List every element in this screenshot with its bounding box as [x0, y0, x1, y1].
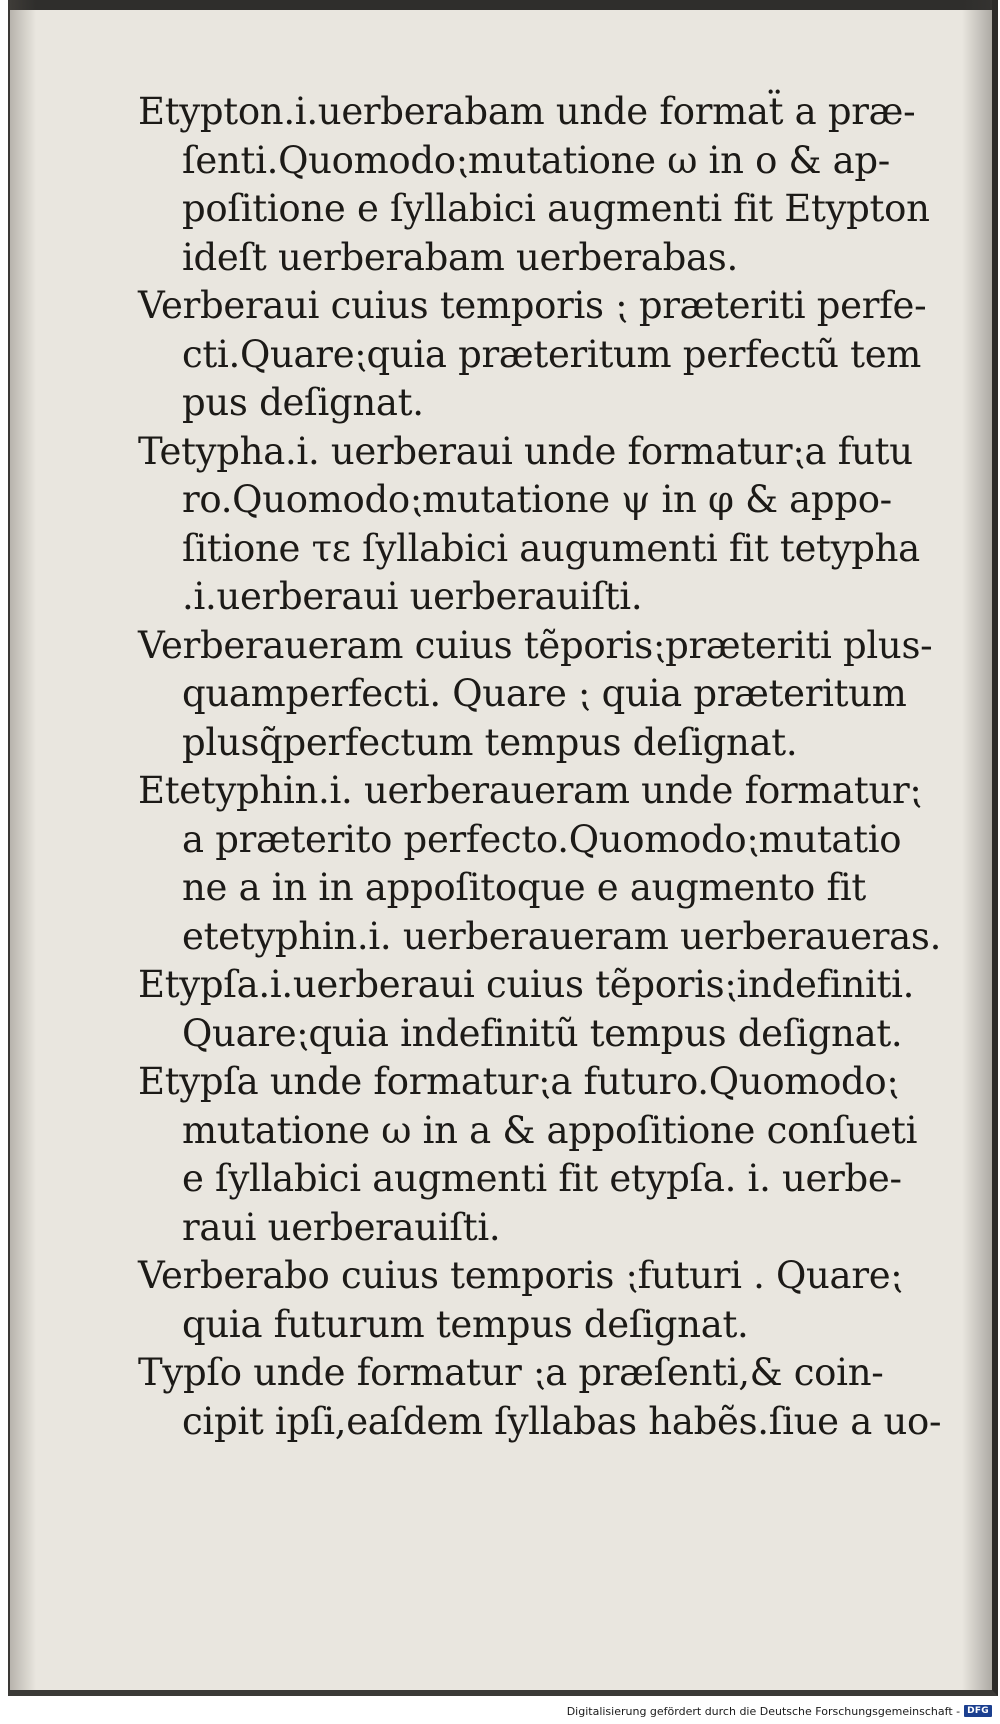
paragraph-verberaueram: [138, 622, 968, 768]
paragraph-verberaui: [138, 282, 968, 428]
book-page: [8, 0, 998, 1696]
text-line: a præterito perfecto.Quomodo⁏mutatio: [182, 817, 902, 861]
text-line: Verberaui cuius temporis ⁏ præteriti perfe-: [138, 284, 927, 327]
paragraph-etypsa-2: [138, 1058, 968, 1252]
text-line: Etypton.i.uerberabam unde formaẗ a præ-: [138, 90, 916, 133]
funding-footer: [567, 1702, 992, 1720]
funding-notice: Digitalisierung gefördert durch die Deutsche Forschungsgemeinschaft -: [566, 1704, 961, 1718]
paragraph-verberabo: [138, 1252, 968, 1349]
text-line: pus deſignat.: [182, 381, 424, 424]
text-line: poſitione e ſyllabici augmenti fit Etypton: [182, 187, 930, 230]
text-line: ſitione τε ſyllabici augumenti fit tetypha: [182, 526, 920, 570]
text-line: ideſt uerberabam uerberabas.: [182, 235, 738, 279]
text-line: cti.Quare⁏quia præteritum perfectũ tem: [182, 332, 922, 376]
text-line: Typſo unde formatur ⁏a præſenti,& coin-: [138, 1351, 884, 1394]
text-line: quamperfecti. Quare ⁏ quia præteritum: [182, 672, 907, 715]
text-line: Etetyphin.i. uerberaueram unde formatur⁏: [138, 769, 922, 812]
paragraph-tetypha: [138, 428, 968, 622]
text-line: etetyphin.i. uerberaueram uerberaueras.: [182, 914, 942, 958]
text-line: ſenti.Quomodo⁏mutatione ω in o & ap-: [182, 138, 890, 182]
paragraph-etypton: [138, 88, 968, 282]
text-line: Quare⁏quia indefinitũ tempus deſignat.: [182, 1011, 903, 1055]
text-line: mutatione ω in a & appoſitione conſueti: [182, 1108, 918, 1152]
text-line: cipit ipſi,eaſdem ſyllabas habẽs.ſiue a uo-: [182, 1399, 942, 1443]
text-line: Verberaueram cuius tẽporis⁏præteriti plus-: [138, 623, 933, 667]
text-line: Etypſa unde formatur⁏a futuro.Quomodo⁏: [138, 1060, 899, 1103]
page-gutter-shadow: [10, 0, 36, 1690]
page-top-edge: [10, 0, 992, 10]
text-line: e ſyllabici augmenti fit etypſa. i. uerbe-: [182, 1157, 902, 1200]
page-text: [138, 88, 968, 1446]
text-line: .i.uerberaui uerberauiſti.: [182, 575, 643, 618]
text-line: raui uerberauiſti.: [182, 1205, 501, 1249]
text-line: Verberabo cuius temporis ⁏futuri . Quare⁏: [138, 1254, 903, 1297]
text-line: plusq̃perfectum tempus deſignat.: [182, 720, 798, 764]
dfg-logo-icon: DFG: [964, 1705, 992, 1717]
paragraph-etypsa-1: [138, 961, 968, 1058]
paragraph-typso: [138, 1349, 968, 1446]
paragraph-etetyphin: [138, 767, 968, 961]
text-line: ro.Quomodo⁏mutatione ψ in φ & appo-: [182, 478, 892, 521]
text-line: ne a in in appoſitoque e augmento fit: [182, 866, 866, 909]
text-line: Etypſa.i.uerberaui cuius tẽporis⁏indefiniti.: [138, 963, 915, 1006]
text-line: Tetypha.i. uerberaui unde formatur⁏a futu: [138, 429, 913, 473]
text-line: quia futurum tempus deſignat.: [182, 1302, 749, 1346]
